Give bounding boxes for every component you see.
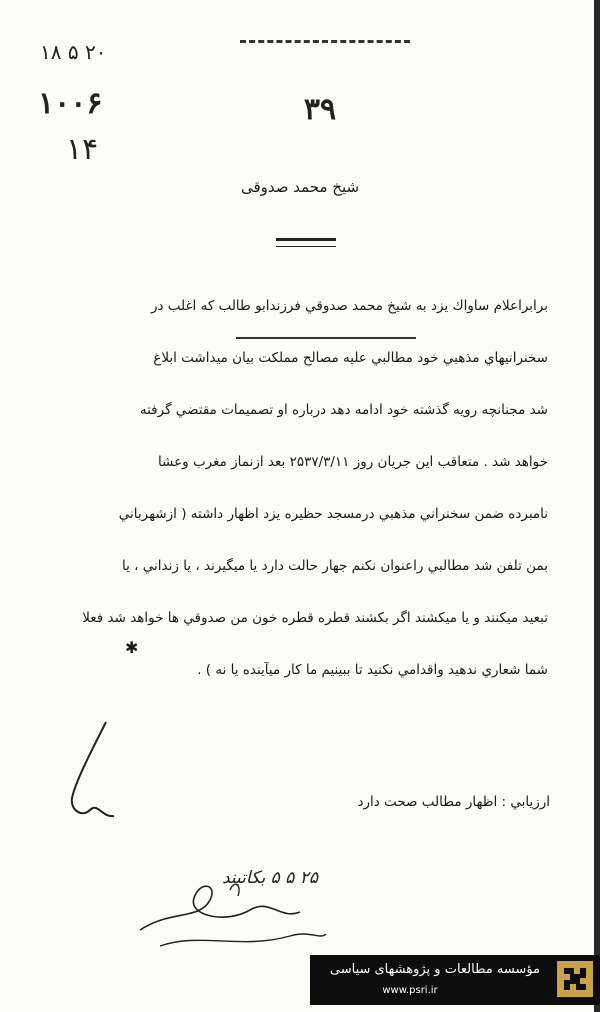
reference-top: ۱۸ ۵ ۲۰ bbox=[40, 40, 107, 64]
body-line: برابراعلام ساواك يزد به شيخ محمد صدوقي فرزندابو طالب كه اغلب در bbox=[150, 298, 548, 314]
body-line: بمن تلفن شد مطالبي راعنوان نكنم جهار حالت دارد يا ميگيرند ، يا زنداني ، يا bbox=[121, 558, 548, 574]
body-line: تبعيد ميكنند و يا ميكشند اگر بكشند قطره قطره خون من صدوقي ها خواهد شد فعلا bbox=[82, 610, 548, 626]
institute-url[interactable]: www.psri.ir bbox=[382, 985, 438, 996]
body-line: شد مجنانچه رويه گذشته خود ادامه دهد درباره او تصميمات مقتضي گرفته bbox=[139, 402, 548, 418]
handwritten-underline bbox=[236, 337, 416, 339]
subject-underline bbox=[276, 238, 336, 247]
reference-number: ۱۰۰۶ bbox=[38, 86, 103, 121]
handwritten-note: ۲۵ ۵ ۵ بكاتبند bbox=[222, 868, 318, 888]
scan-edge bbox=[594, 0, 600, 1012]
body-line: نامبرده ضمن سخنراني مذهبي درمسجد حظيره يزد اظهار داشته ( ازشهرباني bbox=[118, 506, 548, 522]
institute-name: مؤسسه مطالعات و پژوهشهای سیاسی bbox=[329, 962, 540, 977]
document-subject: شیخ محمد صدوقی bbox=[240, 178, 360, 196]
asterisk-mark: ✱ bbox=[125, 638, 139, 657]
document-body bbox=[46, 298, 548, 714]
body-line: سخنرانيهاي مذهبي خود مطالبي عليه مصالح مملكت بيان ميداشت ابلاغ bbox=[153, 350, 548, 366]
page-number: ۳۹ bbox=[303, 92, 337, 127]
evaluation-note: ارزيابي : اظهار مطالب صحت دارد bbox=[357, 794, 550, 810]
signature-icon bbox=[130, 850, 330, 960]
reference-sub: ۱۴ bbox=[66, 132, 99, 167]
body-line: خواهد شد . متعاقب اين جريان روز ۲۵۳۷/۳/۱۱ بعد ازنماز مغرب وعشا bbox=[157, 454, 548, 470]
handwritten-check-icon bbox=[62, 720, 122, 830]
institute-logo-icon bbox=[556, 960, 594, 998]
body-line: شما شعاري ندهيد واقدامي نكنيد تا ببينيم ما كار ميآينده يا نه ) . bbox=[197, 662, 548, 678]
top-stamp-line bbox=[240, 40, 410, 49]
